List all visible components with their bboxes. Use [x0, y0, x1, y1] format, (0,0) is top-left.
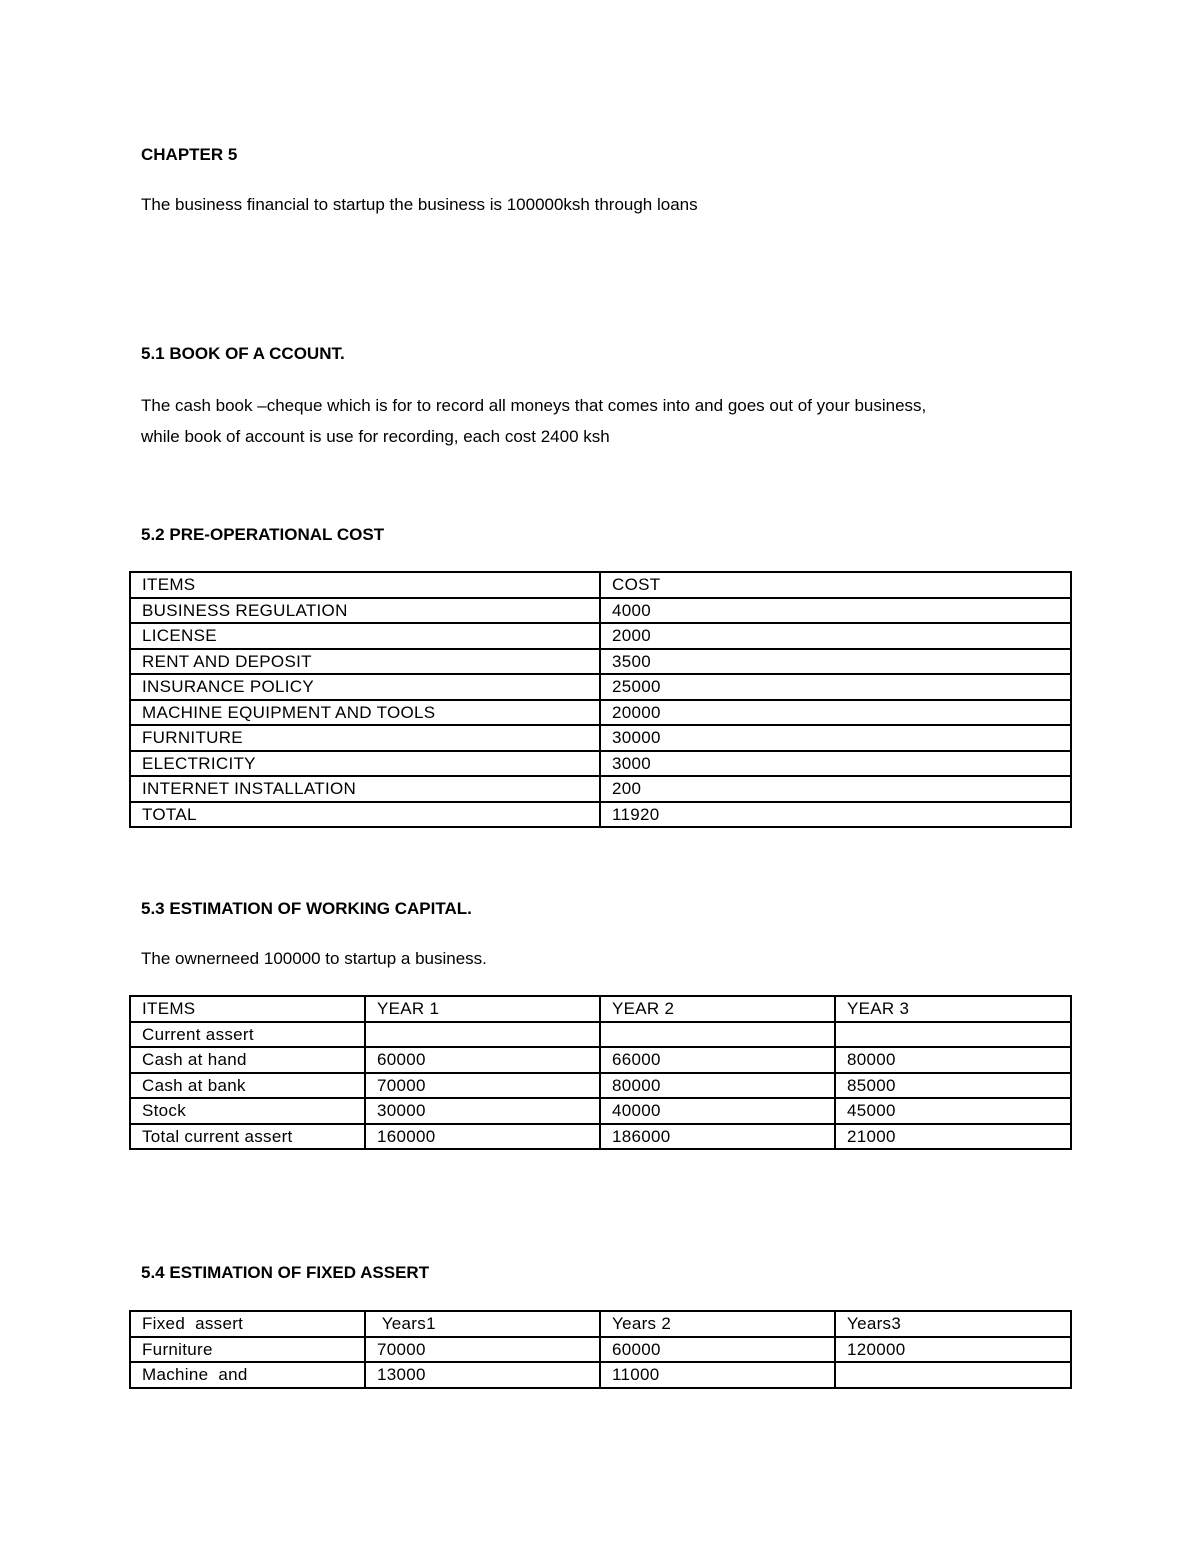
table-total-row: [130, 802, 1071, 828]
fixed-assert-table: [129, 1310, 1072, 1389]
table-header-row: [130, 572, 1071, 598]
table-cell: 160000: [365, 1124, 600, 1150]
header-cell: ITEMS: [130, 996, 365, 1022]
table-cell: Total current assert: [130, 1124, 365, 1150]
header-cell: YEAR 1: [365, 996, 600, 1022]
table-cell: 21000: [835, 1124, 1071, 1150]
table-header-row: [130, 1311, 1071, 1337]
table-cell: ELECTRICITY: [130, 751, 600, 777]
table-cell: INSURANCE POLICY: [130, 674, 600, 700]
working-capital-table: [129, 995, 1072, 1150]
table-cell: BUSINESS REGULATION: [130, 598, 600, 624]
table-cell: 3500: [600, 649, 1071, 675]
table-cell: Cash at hand: [130, 1047, 365, 1073]
header-cell: YEAR 2: [600, 996, 835, 1022]
section-5-3-heading: 5.3 ESTIMATION OF WORKING CAPITAL.: [141, 899, 472, 918]
header-cell: COST: [600, 572, 1071, 598]
table-cell: 120000: [835, 1337, 1071, 1363]
table-row: [130, 1047, 1071, 1073]
table-cell: 30000: [600, 725, 1071, 751]
chapter-title: CHAPTER 5: [141, 145, 238, 164]
table-cell: 13000: [365, 1362, 600, 1388]
table-cell: INTERNET INSTALLATION: [130, 776, 600, 802]
intro-paragraph: The business financial to startup the business is 100000ksh through loans: [141, 195, 698, 214]
table-row: [130, 776, 1071, 802]
section-5-1-line-1: The cash book –cheque which is for to record all moneys that comes into and goes out of your business,: [141, 396, 927, 415]
table-cell: Cash at bank: [130, 1073, 365, 1099]
section-5-1-heading: 5.1 BOOK OF A CCOUNT.: [141, 344, 345, 363]
table-cell: 11000: [600, 1362, 835, 1388]
table-row: [130, 725, 1071, 751]
table-row: [130, 1073, 1071, 1099]
header-cell: Years1: [365, 1311, 600, 1337]
table-cell: 3000: [600, 751, 1071, 777]
table-cell: 25000: [600, 674, 1071, 700]
table-cell: Furniture: [130, 1337, 365, 1363]
table-row: [130, 674, 1071, 700]
table-cell: 60000: [600, 1337, 835, 1363]
table-cell: 30000: [365, 1098, 600, 1124]
table-cell: [835, 1362, 1071, 1388]
table-cell: 2000: [600, 623, 1071, 649]
table-row: [130, 649, 1071, 675]
table-cell: 11920: [600, 802, 1071, 828]
table-row: [130, 1022, 1071, 1048]
table-cell: [600, 1022, 835, 1048]
table-cell: 66000: [600, 1047, 835, 1073]
table-cell: 4000: [600, 598, 1071, 624]
section-5-2-heading: 5.2 PRE-OPERATIONAL COST: [141, 525, 385, 544]
header-cell: Years 2: [600, 1311, 835, 1337]
table-cell: Stock: [130, 1098, 365, 1124]
header-cell: YEAR 3: [835, 996, 1071, 1022]
table-cell: MACHINE EQUIPMENT AND TOOLS: [130, 700, 600, 726]
section-5-3-paragraph: The ownerneed 100000 to startup a business.: [141, 949, 487, 968]
table-cell: [835, 1022, 1071, 1048]
table-cell: 200: [600, 776, 1071, 802]
table-cell: [365, 1022, 600, 1048]
table-row: [130, 700, 1071, 726]
section-5-1-paragraph: [141, 390, 926, 452]
table-cell: 60000: [365, 1047, 600, 1073]
header-cell: Fixed assert: [130, 1311, 365, 1337]
section-5-1-line-2: while book of account is use for recording, each cost 2400 ksh: [141, 427, 610, 446]
table-total-row: [130, 1124, 1071, 1150]
header-cell: ITEMS: [130, 572, 600, 598]
table-cell: LICENSE: [130, 623, 600, 649]
table-cell: 20000: [600, 700, 1071, 726]
table-cell: TOTAL: [130, 802, 600, 828]
table-row: [130, 1337, 1071, 1363]
table-cell: 40000: [600, 1098, 835, 1124]
table-row: [130, 751, 1071, 777]
table-cell: 80000: [835, 1047, 1071, 1073]
pre-operational-cost-table: [129, 571, 1072, 828]
table-row: [130, 598, 1071, 624]
table-cell: Current assert: [130, 1022, 365, 1048]
table-header-row: [130, 996, 1071, 1022]
table-cell: 70000: [365, 1337, 600, 1363]
table-cell: 85000: [835, 1073, 1071, 1099]
table-cell: 45000: [835, 1098, 1071, 1124]
table-cell: FURNITURE: [130, 725, 600, 751]
table-row: [130, 623, 1071, 649]
table-cell: 70000: [365, 1073, 600, 1099]
table-cell: Machine and: [130, 1362, 365, 1388]
table-row: [130, 1362, 1071, 1388]
header-cell: Years3: [835, 1311, 1071, 1337]
table-cell: RENT AND DEPOSIT: [130, 649, 600, 675]
table-row: [130, 1098, 1071, 1124]
table-cell: 186000: [600, 1124, 835, 1150]
section-5-4-heading: 5.4 ESTIMATION OF FIXED ASSERT: [141, 1263, 430, 1282]
table-cell: 80000: [600, 1073, 835, 1099]
